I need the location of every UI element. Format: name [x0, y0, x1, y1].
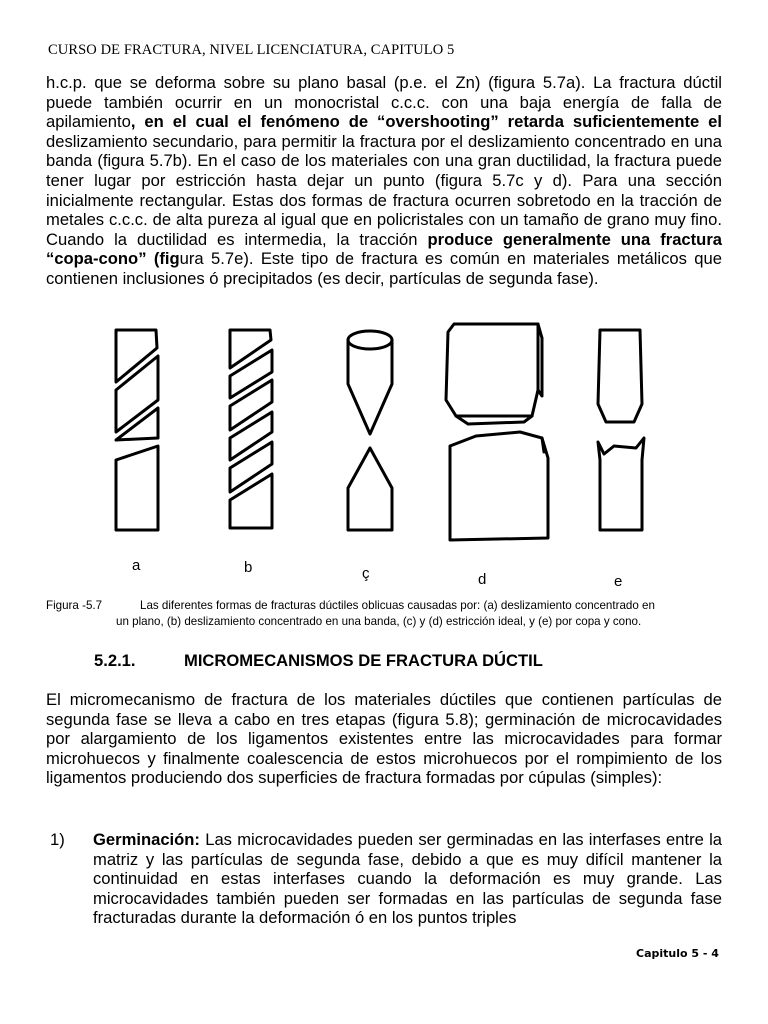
specimen-d [446, 324, 548, 540]
caption-line-1: Las diferentes formas de fracturas dúctiles oblicuas causadas por: (a) deslizamiento concentrado en [140, 599, 655, 612]
list-item-term: Germinación: [93, 830, 200, 849]
specimen-a [116, 330, 158, 530]
specimen-e [598, 330, 644, 530]
figure-label-e: e [614, 573, 623, 588]
list-marker: 1) [50, 830, 65, 849]
specimen-c [348, 331, 392, 530]
list-item [93, 830, 722, 928]
figure-label-b: b [244, 559, 253, 576]
caption-label: Figura -5.7 [46, 599, 103, 612]
paragraph-1-bold-2: produce generalmente una fractura “copa-cono” (fig [46, 229, 723, 269]
running-header: CURSO DE FRACTURA, NIVEL LICENCIATURA, CAPITULO 5 [48, 42, 455, 58]
paragraph-1-part3: deslizamiento secundario, para permitir la fractura por el deslizamiento concentrado en una banda (figura 5.7b). En el caso de los materiales con una gran ductilidad, la fractura puede tener lugar por estricción hasta dejar un punto (figura 5.7c y d). Para una sección inicialmente rectangular. Estas dos formas de fractura ocurren sobretodo en la tracción de metales c.c.c. de alta pureza al igual que en policristales con un tamaño de grano muy fino. Cuando la ductilidad es intermedia, la tracción [46, 131, 722, 249]
numbered-list [46, 830, 722, 928]
figure-5-7 [96, 320, 696, 588]
figure-caption [46, 598, 726, 629]
list-item-text: Las microcavidades pueden ser germinadas en las interfases entre la matriz y las partículas de segunda fase, debido a que es muy difícil mantener la continuidad en estas interfases cuando la deformación es muy grande. Las microcavidades también pueden ser formadas en las partículas de segunda fase fracturadas durante la deformación ó en los puntos triples [93, 830, 722, 928]
caption-line-2: un plano, (b) deslizamiento concentrado en una banda, (c) y (d) estricción ideal, y (e) por copa y cono. [116, 614, 642, 628]
paragraph-2: El micromecanismo de fractura de los materiales dúctiles que contienen partículas de segunda fase se lleva a cabo en tres etapas (figura 5.8); germinación de microcavidades por alargamiento de los ligamentos existentes entre las microcavidades para formar microhuecos y finalmente coalescencia de estos microhuecos por el rompimiento de los ligamentos produciendo dos superficies de fractura formadas por cúpulas (simples): [46, 690, 722, 788]
page-footer: Capitulo 5 - 4 [636, 947, 719, 960]
figure-label-a: a [132, 557, 141, 574]
specimen-b [230, 330, 272, 528]
paragraph-1-part1: h.c.p. que se deforma sobre su plano basal (p.e. el Zn) (figura 5.7a). La fractura dúctil puede también ocurrir en un monocristal c.c.c. con una baja energía de falla de apilamiento [46, 73, 722, 132]
figure-label-c: ç [362, 565, 370, 582]
paragraph-1-part5: ura 5.7e). Este tipo de fractura es común en materiales metálicos que contienen inclusiones ó precipitados (es decir, partículas de segunda fase). [46, 249, 722, 288]
paragraph-1-bold-1: , en el cual el fenómeno de “overshooting” retarda suficientemente el [130, 112, 722, 132]
section-heading [94, 651, 543, 671]
figure-label-d: d [478, 571, 487, 588]
paragraph-1 [46, 73, 722, 289]
section-number: 5.2.1. [94, 651, 136, 670]
section-title: MICROMECANISMOS DE FRACTURA DÚCTIL [184, 651, 543, 670]
